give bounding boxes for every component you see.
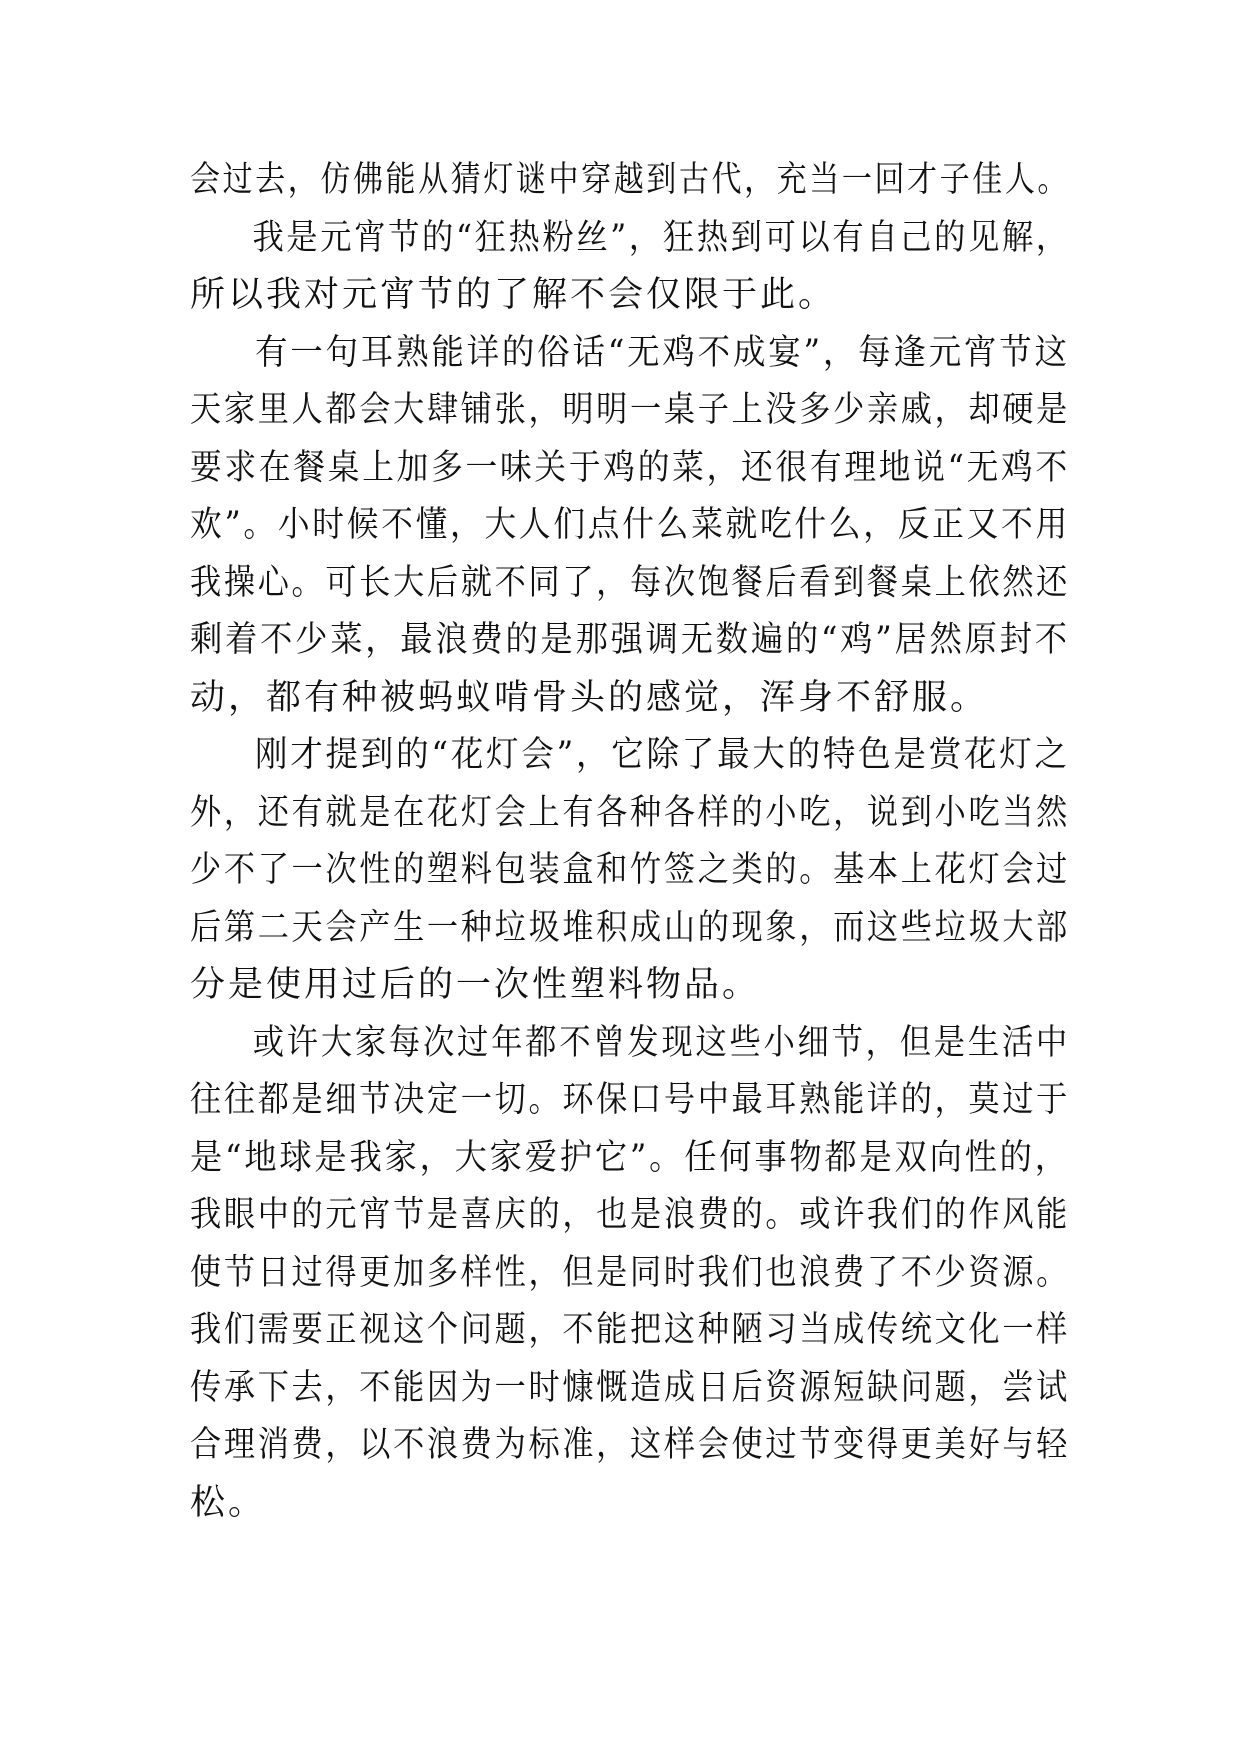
text-line: 要求在餐桌上加多一味关于鸡的菜，还很有理地说“无鸡不 [190,447,1070,488]
text-line: 我眼中的元宵节是喜庆的，也是浪费的。或许我们的作风能 [190,1195,1071,1235]
text-line: 或许大家每次过年都不曾发现这些小细节，但是生活中 [252,1022,1070,1063]
text-line: 传承下去，不能因为一时慷慨造成日后资源短缺问题，尝试 [190,1367,1071,1408]
text-line: 我操心。可长大后就不同了，每次饱餐后看到餐桌上依然还 [190,562,1071,603]
text-line: 剩着不少菜，最浪费的是那强调无数遍的“鸡”居然原封不 [190,620,1070,660]
text-line: 使节日过得更加多样性，但是同时我们也浪费了不少资源。 [190,1252,1071,1293]
essay-body [190,152,1070,1532]
text-line: 外，还有就是在花灯会上有各种各样的小吃，说到小吃当然 [190,792,1071,833]
text-line: 会过去，仿佛能从猜灯谜中穿越到古代，充当一回才子佳人。 [190,160,1071,200]
text-line: 少不了一次性的塑料包装盒和竹签之类的。基本上花灯会过 [190,850,1071,890]
text-line: 我是元宵节的“狂热粉丝”，狂热到可以有自己的见解， [252,217,1070,258]
text-line: 有一句耳熟能详的俗话“无鸡不成宴”，每逢元宵节这 [254,332,1070,373]
text-line: 合理消费，以不浪费为标准，这样会使过节变得更美好与轻 [190,1425,1071,1465]
text-line: 刚才提到的“花灯会”，它除了最大的特色是赏花灯之 [254,735,1070,775]
text-line: 分是使用过后的一次性塑料物品。 [190,965,761,1005]
text-line: 是“地球是我家，大家爱护它”。任何事物都是双向性的， [190,1137,1070,1178]
text-line: 欢”。小时候不懂，大人们点什么菜就吃什么，反正又不用 [190,505,1070,545]
text-line: 我们需要正视这个问题，不能把这种陋习当成传统文化一样 [190,1310,1071,1350]
text-line: 天家里人都会大肆铺张，明明一桌子上没多少亲戚，却硬是 [190,390,1071,430]
text-line: 后第二天会产生一种垃圾堆积成山的现象，而这些垃圾大部 [190,907,1071,948]
text-line: 所以我对元宵节的了解不会仅限于此。 [190,275,837,315]
text-line: 往往都是细节决定一切。环保口号中最耳熟能详的，莫过于 [190,1080,1071,1120]
text-line: 松。 [190,1482,267,1523]
text-line: 动，都有种被蚂蚁啃骨头的感觉，浑身不舒服。 [190,677,989,718]
